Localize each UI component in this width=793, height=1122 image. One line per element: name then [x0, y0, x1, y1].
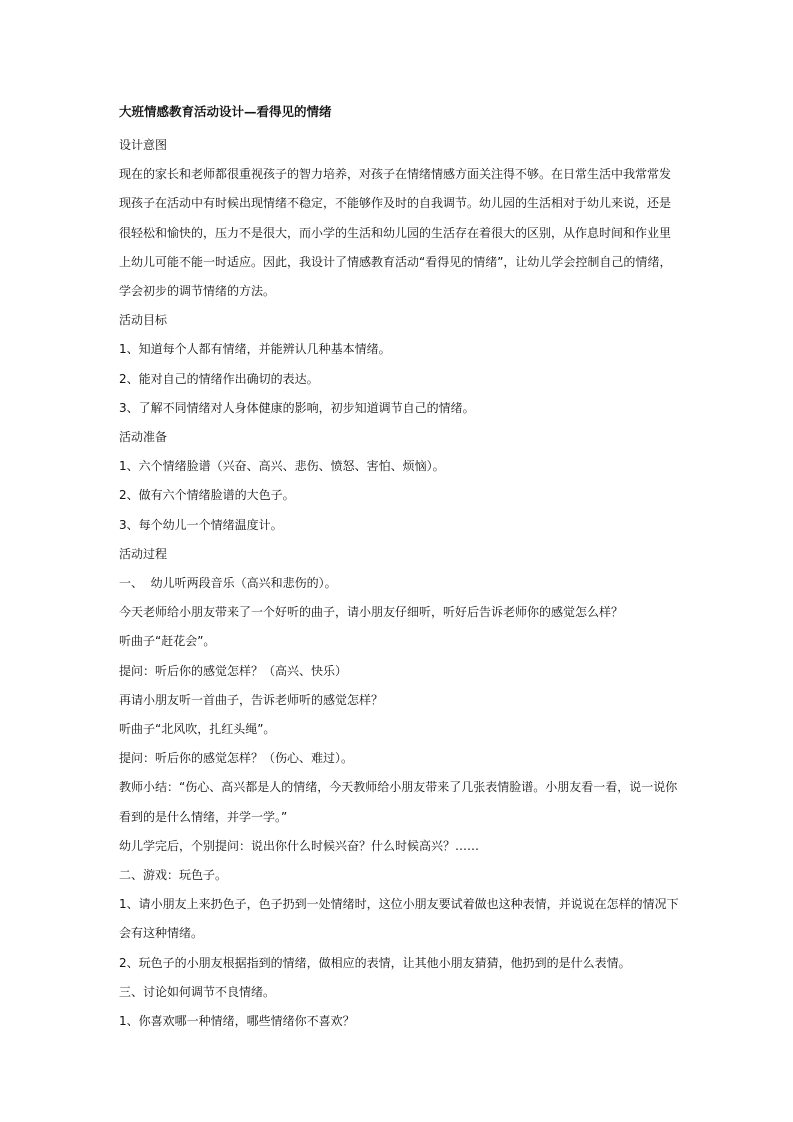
section-heading-prep: 活动准备	[119, 430, 168, 445]
document-title: 大班情感教育活动设计—看得见的情绪	[119, 104, 332, 119]
paragraph-line: 看到的是什么情绪，并学一学。”	[119, 809, 288, 824]
section-heading-goals: 活动目标	[119, 313, 168, 328]
list-item: 1、六个情绪脸谱（兴奋、高兴、悲伤、愤怒、害怕、烦恼）。	[119, 459, 445, 474]
list-item: 2、能对自己的情绪作出确切的表达。	[119, 371, 319, 386]
paragraph-line: 提问：听后你的感觉怎样？（高兴、快乐）	[119, 663, 348, 678]
step-title: 二、游戏：玩色子。	[119, 868, 228, 883]
paragraph-line: 教师小结：“伤心、高兴都是人的情绪，今天教师给小朋友带来了几张表情脸谱。小朋友看一看，说一说你	[119, 780, 678, 795]
paragraph-line: 上幼儿可能不能一时适应。因此，我设计了情感教育活动“看得见的情绪”，让幼儿学会控制自己的情绪，	[119, 254, 672, 269]
paragraph-line: 听曲子“赶花会”。	[119, 634, 216, 649]
paragraph-line: 1、你喜欢哪一种情绪，哪些情绪你不喜欢？	[119, 1014, 355, 1029]
list-item: 3、每个幼儿一个情绪温度计。	[119, 517, 283, 532]
list-item: 3、了解不同情绪对人身体健康的影响，初步知道调节自己的情绪。	[119, 400, 475, 415]
paragraph-line: 很轻松和愉快的，压力不是很大，而小学的生活和幼儿园的生活存在着很大的区别，从作息时间和作业里	[119, 225, 672, 240]
paragraph-line: 听曲子“北风吹，扎红头绳”。	[119, 722, 276, 737]
paragraph-line: 再请小朋友听一首曲子，告诉老师听的感觉怎样？	[119, 692, 384, 707]
paragraph-line: 提问：听后你的感觉怎样？（伤心、难过）。	[119, 751, 354, 766]
paragraph-line: 幼儿学完后，个别提问：说出你什么时候兴奋？什么时候高兴？……	[119, 838, 480, 853]
paragraph-line: 学会初步的调节情绪的方法。	[119, 284, 276, 299]
paragraph-line: 现在的家长和老师都很重视孩子的智力培养，对孩子在情绪情感方面关注得不够。在日常生活中我常常发	[119, 167, 672, 182]
paragraph-line: 今天老师给小朋友带来了一个好听的曲子，请小朋友仔细听，听好后告诉老师你的感觉怎么样？	[119, 605, 624, 620]
paragraph-line: 2、玩色子的小朋友根据指到的情绪，做相应的表情，让其他小朋友猜猜，他扔到的是什么表情。	[119, 955, 631, 970]
document-page	[119, 102, 679, 1036]
section-heading-design: 设计意图	[119, 138, 168, 152]
step-title: 三、讨论如何调节不良情绪。	[119, 984, 276, 999]
section-heading-process: 活动过程	[119, 546, 168, 561]
paragraph-line: 会有这种情绪。	[119, 926, 204, 941]
list-item: 2、做有六个情绪脸谱的大色子。	[119, 488, 295, 503]
step-title: 一、 幼儿听两段音乐（高兴和悲伤的）。	[119, 576, 337, 591]
list-item: 1、知道每个人都有情绪，并能辨认几种基本情绪。	[119, 342, 391, 357]
paragraph-line: 1、请小朋友上来扔色子，色子扔到一处情绪时，这位小朋友要试着做也这种表情，并说说在怎样的情况下	[119, 897, 679, 912]
paragraph-line: 现孩子在活动中有时候出现情绪不稳定，不能够作及时的自我调节。幼儿园的生活相对于幼儿来说，还是	[119, 196, 672, 211]
